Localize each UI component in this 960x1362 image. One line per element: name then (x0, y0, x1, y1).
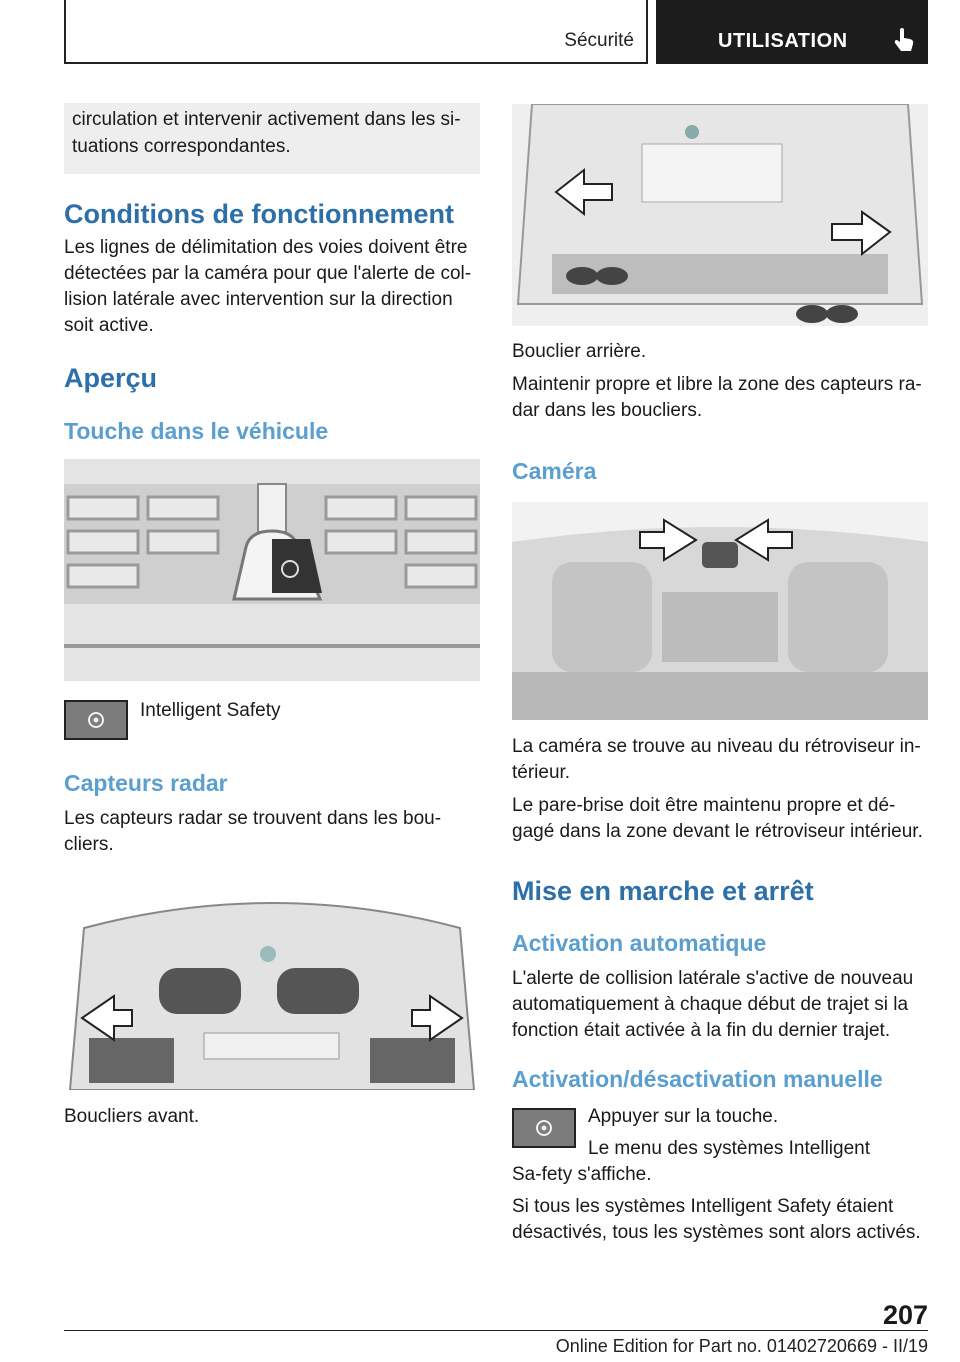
heading-activation-auto: Activation automatique (512, 930, 767, 956)
camera-body-2: Le pare-brise doit être maintenu propre et dé-gagé dans la zone devant le rétroviseur intérieur. (512, 795, 923, 842)
button-label: Intelligent Safety (140, 700, 281, 721)
header-chapter-title: UTILISATION (718, 30, 848, 52)
auto-body: L'alerte de collision latérale s'active de nouveau automatiquement à chaque début de trajet si la fonction était activée à la fin du dernier trajet. (512, 968, 914, 1041)
front-bumper-figure (64, 868, 480, 1090)
manual-step-1: Appuyer sur la touche. (588, 1106, 779, 1127)
heading-touche: Touche dans le véhicule (64, 418, 329, 444)
footer-rule (64, 1330, 928, 1331)
camera-body-1: La caméra se trouve au niveau du rétroviseur in-térieur. (512, 736, 921, 783)
rear-bumper-figure (512, 104, 928, 326)
header-section-title: Sécurité (564, 30, 634, 51)
rear-body: Maintenir propre et libre la zone des capteurs ra-dar dans les boucliers. (512, 374, 922, 421)
front-caption: Boucliers avant. (64, 1106, 200, 1127)
capteurs-body: Les capteurs radar se trouvent dans les bou-cliers. (64, 808, 442, 855)
heading-camera: Caméra (512, 458, 597, 484)
continued-note (64, 103, 480, 174)
heading-capteurs: Capteurs radar (64, 770, 228, 796)
footer-edition: Online Edition for Part no. 01402720669 - II/19 (555, 1336, 928, 1356)
pointing-hand-icon (893, 27, 915, 58)
intelligent-safety-button-icon (64, 700, 128, 740)
manual-step-2: Le menu des systèmes Intelligent Sa-fety s'affiche. (512, 1138, 870, 1185)
manual-body: Si tous les systèmes Intelligent Safety étaient désactivés, tous les systèmes sont alors activés. (512, 1196, 921, 1243)
vehicle-button-figure (64, 459, 480, 681)
heading-conditions: Conditions de fonctionnement (64, 199, 454, 229)
note-text: circulation et intervenir activement dans les si-tuations correspondantes. (72, 109, 461, 157)
camera-figure (512, 502, 928, 720)
heading-mise-en-marche: Mise en marche et arrêt (512, 876, 814, 906)
rear-caption: Bouclier arrière. (512, 341, 647, 362)
page-number: 207 (882, 1300, 928, 1330)
conditions-body: Les lignes de délimitation des voies doivent être détectées par la caméra pour que l'alerte de col-lision latérale avec intervention sur la direction soit active. (64, 237, 472, 336)
header-chapter-box (656, 0, 928, 64)
heading-apercu: Aperçu (64, 363, 158, 393)
heading-activation-manuelle: Activation/désactivation manuelle (512, 1066, 883, 1092)
header-section-box (64, 0, 648, 64)
